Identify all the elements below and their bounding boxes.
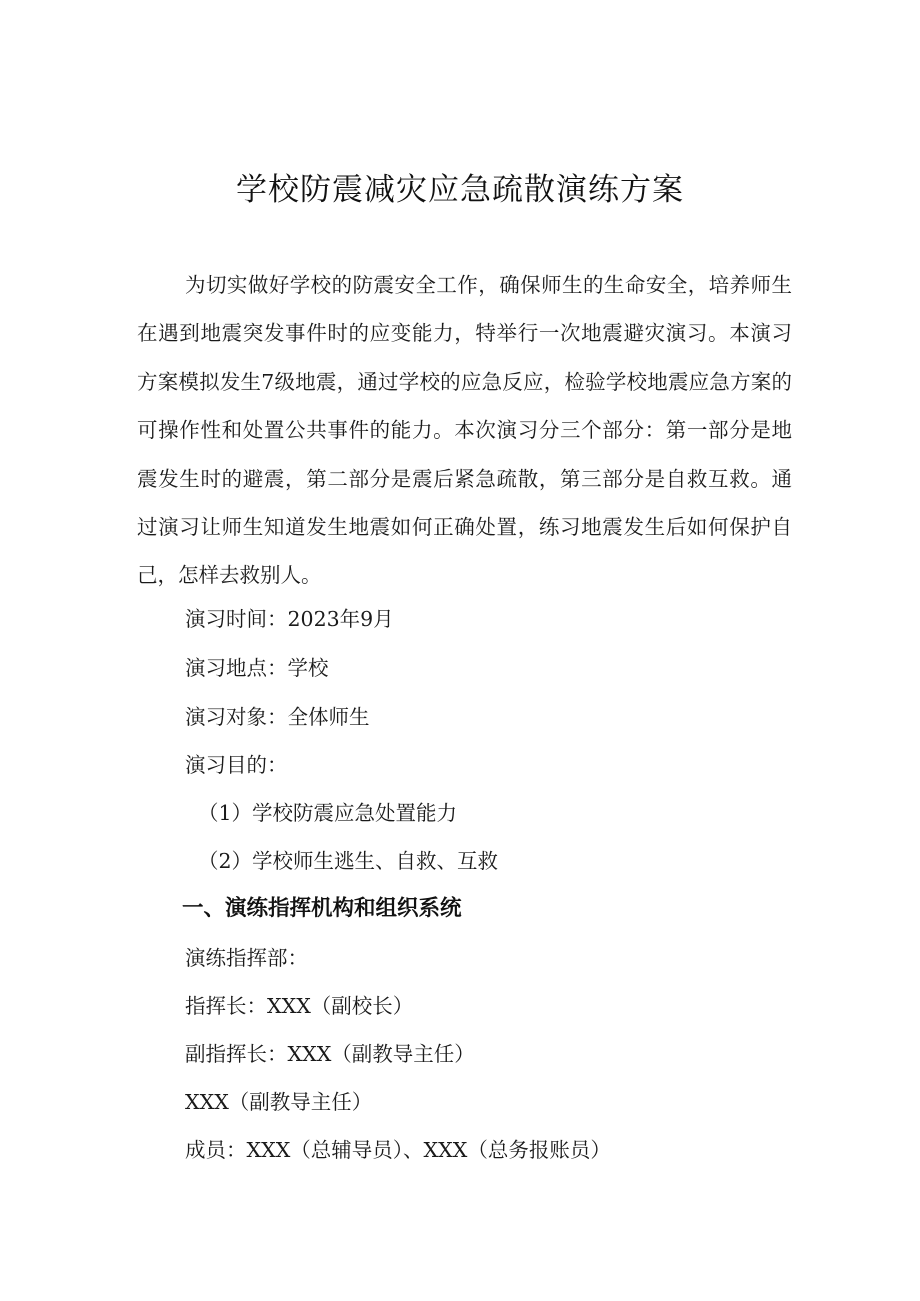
purpose-item: （1）学校防震应急处置能力: [198, 801, 458, 825]
section-heading: 一、演练指挥机构和组织系统: [182, 896, 462, 921]
members: 成员：XXX（总辅导员）、XXX（总务报账员）: [185, 1138, 611, 1162]
drill-location: 演习地点：学校: [185, 656, 329, 680]
deputy-commander-2: XXX（副教导主任）: [185, 1090, 373, 1114]
drill-participants: 演习对象：全体师生: [185, 705, 370, 729]
deputy-commander: 副指挥长：XXX（副教导主任）: [185, 1042, 475, 1066]
drill-purpose-label: 演习目的：: [185, 753, 288, 777]
command-label: 演练指挥部：: [185, 946, 308, 970]
commander: 指挥长：XXX（副校长）: [185, 994, 414, 1018]
intro-paragraph: 为切实做好学校的防震安全工作，确保师生的生命安全，培养师生在遇到地震突发事件时的应变能力，特举行一次地震避灾演习。本演习方案模拟发生7级地震，通过学校的应急反应，检验学校地震应急方案的可操作性和处置公共事件的能力。本次演习分三个部分：第一部分是地震发生时的避震，第二部分是震后紧急疏散，第三部分是自救互救。通过演习让师生知道发生地震如何正确处置，练习地震发生后如何保护自己，怎样去救别人。: [137, 273, 792, 588]
document-title: 学校防震减灾应急疏散演练方案: [236, 172, 684, 208]
purpose-item: （2）学校师生逃生、自救、互救: [198, 849, 499, 873]
drill-time: 演习时间：2023年9月: [185, 607, 394, 631]
